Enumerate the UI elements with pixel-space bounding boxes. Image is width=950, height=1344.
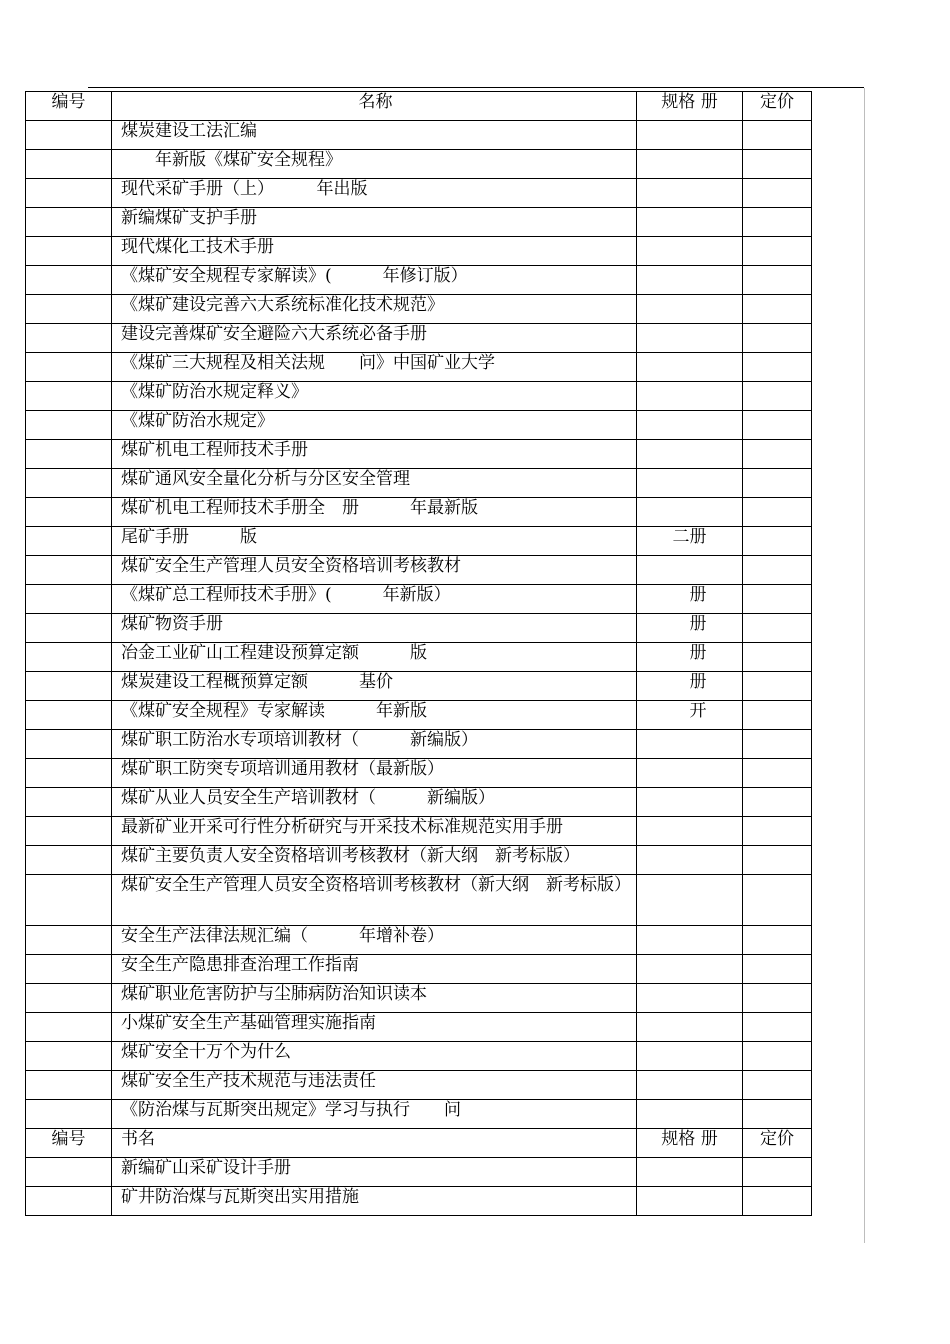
cell-no [26, 527, 112, 556]
cell-spec [637, 730, 743, 759]
header-spec: 规格 册 [637, 92, 743, 121]
table-row [26, 846, 812, 875]
cell-no [26, 1187, 112, 1216]
table-row [26, 701, 812, 730]
cell-no [26, 1042, 112, 1071]
table-row [26, 788, 812, 817]
book-catalog-table [25, 91, 812, 1216]
cell-price [743, 672, 812, 701]
cell-price [743, 295, 812, 324]
table-row [26, 295, 812, 324]
cell-spec [637, 121, 743, 150]
cell-price [743, 1158, 812, 1187]
cell-name: 《煤矿防治水规定释义》 [112, 382, 637, 411]
cell-spec [637, 1071, 743, 1100]
cell-name: 煤矿职业危害防护与尘肺病防治知识读本 [112, 984, 637, 1013]
table-row [26, 353, 812, 382]
cell-spec [637, 1187, 743, 1216]
cell-no [26, 788, 112, 817]
table-row [26, 150, 812, 179]
cell-spec [637, 469, 743, 498]
cell-price [743, 1100, 812, 1129]
header-no: 编号 [26, 92, 112, 121]
table-row [26, 1042, 812, 1071]
table-row [26, 643, 812, 672]
cell-no [26, 179, 112, 208]
cell-name: 煤矿通风安全量化分析与分区安全管理 [112, 469, 637, 498]
cell-price [743, 1013, 812, 1042]
cell-name: 煤炭建设工法汇编 [112, 121, 637, 150]
cell-spec: 册 [637, 643, 743, 672]
table-row [26, 498, 812, 527]
cell-name: 煤矿安全生产技术规范与违法责任 [112, 1071, 637, 1100]
cell-price [743, 469, 812, 498]
cell-no [26, 643, 112, 672]
cell-no [26, 353, 112, 382]
table-header-row [26, 92, 812, 121]
cell-name: 煤矿机电工程师技术手册全 册 年最新版 [112, 498, 637, 527]
cell-spec [637, 440, 743, 469]
cell-spec [637, 984, 743, 1013]
cell-no [26, 1100, 112, 1129]
cell-name: 现代煤化工技术手册 [112, 237, 637, 266]
cell-spec [637, 498, 743, 527]
cell-no [26, 411, 112, 440]
cell-no [26, 585, 112, 614]
cell-no [26, 759, 112, 788]
cell-price [743, 759, 812, 788]
cell-price [743, 440, 812, 469]
cell-name: 现代采矿手册（上） 年出版 [112, 179, 637, 208]
cell-no [26, 266, 112, 295]
cell-spec [637, 179, 743, 208]
table-row [26, 672, 812, 701]
cell-name: 安全生产隐患排查治理工作指南 [112, 955, 637, 984]
cell-no [26, 498, 112, 527]
cell-price [743, 926, 812, 955]
cell-spec [637, 237, 743, 266]
cell-spec: 册 [637, 672, 743, 701]
cell-price [743, 1071, 812, 1100]
cell-price [743, 121, 812, 150]
cell-spec: 册 [637, 614, 743, 643]
table-row [26, 614, 812, 643]
cell-no [26, 875, 112, 926]
cell-name: 煤矿机电工程师技术手册 [112, 440, 637, 469]
header-price: 定价 [743, 92, 812, 121]
table-row [26, 984, 812, 1013]
cell-spec [637, 955, 743, 984]
table-row [26, 1158, 812, 1187]
cell-spec [637, 875, 743, 926]
cell-spec [637, 382, 743, 411]
cell-price [743, 411, 812, 440]
cell-spec: 开 [637, 701, 743, 730]
cell-name: 矿井防治煤与瓦斯突出实用措施 [112, 1187, 637, 1216]
cell-name: 《煤矿建设完善六大系统标准化技术规范》 [112, 295, 637, 324]
table-row [26, 955, 812, 984]
cell-name: 最新矿业开采可行性分析研究与开采技术标准规范实用手册 [112, 817, 637, 846]
cell-no [26, 237, 112, 266]
cell-spec: 二册 [637, 527, 743, 556]
cell-price [743, 527, 812, 556]
cell-name: 《煤矿安全规程专家解读》( 年修订版） [112, 266, 637, 295]
cell-name: 煤矿职工防治水专项培训教材（ 新编版） [112, 730, 637, 759]
cell-price [743, 1187, 812, 1216]
cell-no [26, 382, 112, 411]
cell-no [26, 984, 112, 1013]
table-row [26, 208, 812, 237]
cell-spec [637, 266, 743, 295]
cell-name: 煤矿主要负责人安全资格培训考核教材（新大纲 新考标版） [112, 846, 637, 875]
cell-price [743, 208, 812, 237]
cell-price [743, 875, 812, 926]
cell-spec: 册 [637, 585, 743, 614]
table-row [26, 585, 812, 614]
cell-no [26, 121, 112, 150]
table-row [26, 1013, 812, 1042]
table-row [26, 266, 812, 295]
cell-no [26, 1013, 112, 1042]
cell-price [743, 353, 812, 382]
cell-price [743, 817, 812, 846]
cell-name: 建设完善煤矿安全避险六大系统必备手册 [112, 324, 637, 353]
cell-no [26, 440, 112, 469]
cell-price [743, 382, 812, 411]
cell-price [743, 643, 812, 672]
table-row [26, 926, 812, 955]
cell-no [26, 150, 112, 179]
header-name: 名称 [112, 92, 637, 121]
cell-name: 新编煤矿支护手册 [112, 208, 637, 237]
cell-price [743, 846, 812, 875]
cell-name: 《防治煤与瓦斯突出规定》学习与执行 问 [112, 1100, 637, 1129]
cell-no [26, 672, 112, 701]
cell-name: 冶金工业矿山工程建设预算定额 版 [112, 643, 637, 672]
header-spec: 规格 册 [637, 1129, 743, 1158]
cell-spec [637, 556, 743, 585]
cell-price [743, 150, 812, 179]
cell-spec [637, 788, 743, 817]
header-no: 编号 [26, 1129, 112, 1158]
cell-name: 煤矿安全生产管理人员安全资格培训考核教材（新大纲 新考标版） [112, 875, 637, 926]
table-row [26, 440, 812, 469]
cell-name: 小煤矿安全生产基础管理实施指南 [112, 1013, 637, 1042]
catalog-body [26, 92, 812, 1216]
table-row [26, 556, 812, 585]
header-name: 书名 [112, 1129, 637, 1158]
cell-spec [637, 1100, 743, 1129]
cell-price [743, 701, 812, 730]
cell-price [743, 614, 812, 643]
cell-name: 煤矿从业人员安全生产培训教材（ 新编版） [112, 788, 637, 817]
cell-name: 尾矿手册 版 [112, 527, 637, 556]
cell-price [743, 324, 812, 353]
table-row [26, 237, 812, 266]
cell-spec [637, 846, 743, 875]
cell-price [743, 984, 812, 1013]
cell-name: 《煤矿总工程师技术手册》( 年新版） [112, 585, 637, 614]
cell-no [26, 208, 112, 237]
cell-no [26, 701, 112, 730]
table-row [26, 1071, 812, 1100]
cell-price [743, 955, 812, 984]
table-row [26, 1100, 812, 1129]
cell-spec [637, 295, 743, 324]
table-row [26, 730, 812, 759]
top-rule [88, 87, 864, 88]
cell-no [26, 1158, 112, 1187]
cell-no [26, 1071, 112, 1100]
cell-no [26, 926, 112, 955]
header-price: 定价 [743, 1129, 812, 1158]
cell-no [26, 295, 112, 324]
cell-name: 煤矿职工防突专项培训通用教材（最新版） [112, 759, 637, 788]
cell-name: 新编矿山采矿设计手册 [112, 1158, 637, 1187]
cell-name: 煤矿安全十万个为什么 [112, 1042, 637, 1071]
cell-price [743, 498, 812, 527]
table-header-row [26, 1129, 812, 1158]
table-row [26, 411, 812, 440]
cell-price [743, 556, 812, 585]
table-row [26, 179, 812, 208]
cell-price [743, 1042, 812, 1071]
cell-spec [637, 817, 743, 846]
cell-price [743, 237, 812, 266]
table-row [26, 382, 812, 411]
cell-spec [637, 411, 743, 440]
cell-name: 《煤矿防治水规定》 [112, 411, 637, 440]
cell-price [743, 730, 812, 759]
cell-price [743, 266, 812, 295]
cell-name: 煤矿安全生产管理人员安全资格培训考核教材 [112, 556, 637, 585]
table-row [26, 817, 812, 846]
cell-price [743, 585, 812, 614]
table-row [26, 1187, 812, 1216]
table-row [26, 121, 812, 150]
cell-name: 《煤矿三大规程及相关法规 问》中国矿业大学 [112, 353, 637, 382]
cell-no [26, 817, 112, 846]
cell-spec [637, 324, 743, 353]
table-row [26, 759, 812, 788]
cell-no [26, 955, 112, 984]
cell-spec [637, 759, 743, 788]
cell-no [26, 614, 112, 643]
cell-price [743, 788, 812, 817]
cell-spec [637, 1042, 743, 1071]
cell-name: 《煤矿安全规程》专家解读 年新版 [112, 701, 637, 730]
cell-name: 煤矿物资手册 [112, 614, 637, 643]
table-row [26, 875, 812, 926]
table-row [26, 469, 812, 498]
cell-name: 年新版《煤矿安全规程》 [112, 150, 637, 179]
cell-no [26, 846, 112, 875]
cell-name: 煤炭建设工程概预算定额 基价 [112, 672, 637, 701]
table-row [26, 324, 812, 353]
cell-no [26, 556, 112, 585]
cell-no [26, 469, 112, 498]
cell-spec [637, 1013, 743, 1042]
cell-name: 安全生产法律法规汇编（ 年增补卷） [112, 926, 637, 955]
table-row [26, 527, 812, 556]
cell-spec [637, 926, 743, 955]
cell-spec [637, 208, 743, 237]
cell-price [743, 179, 812, 208]
cell-no [26, 730, 112, 759]
right-rule [864, 88, 865, 1243]
cell-spec [637, 1158, 743, 1187]
cell-spec [637, 150, 743, 179]
cell-spec [637, 353, 743, 382]
cell-no [26, 324, 112, 353]
